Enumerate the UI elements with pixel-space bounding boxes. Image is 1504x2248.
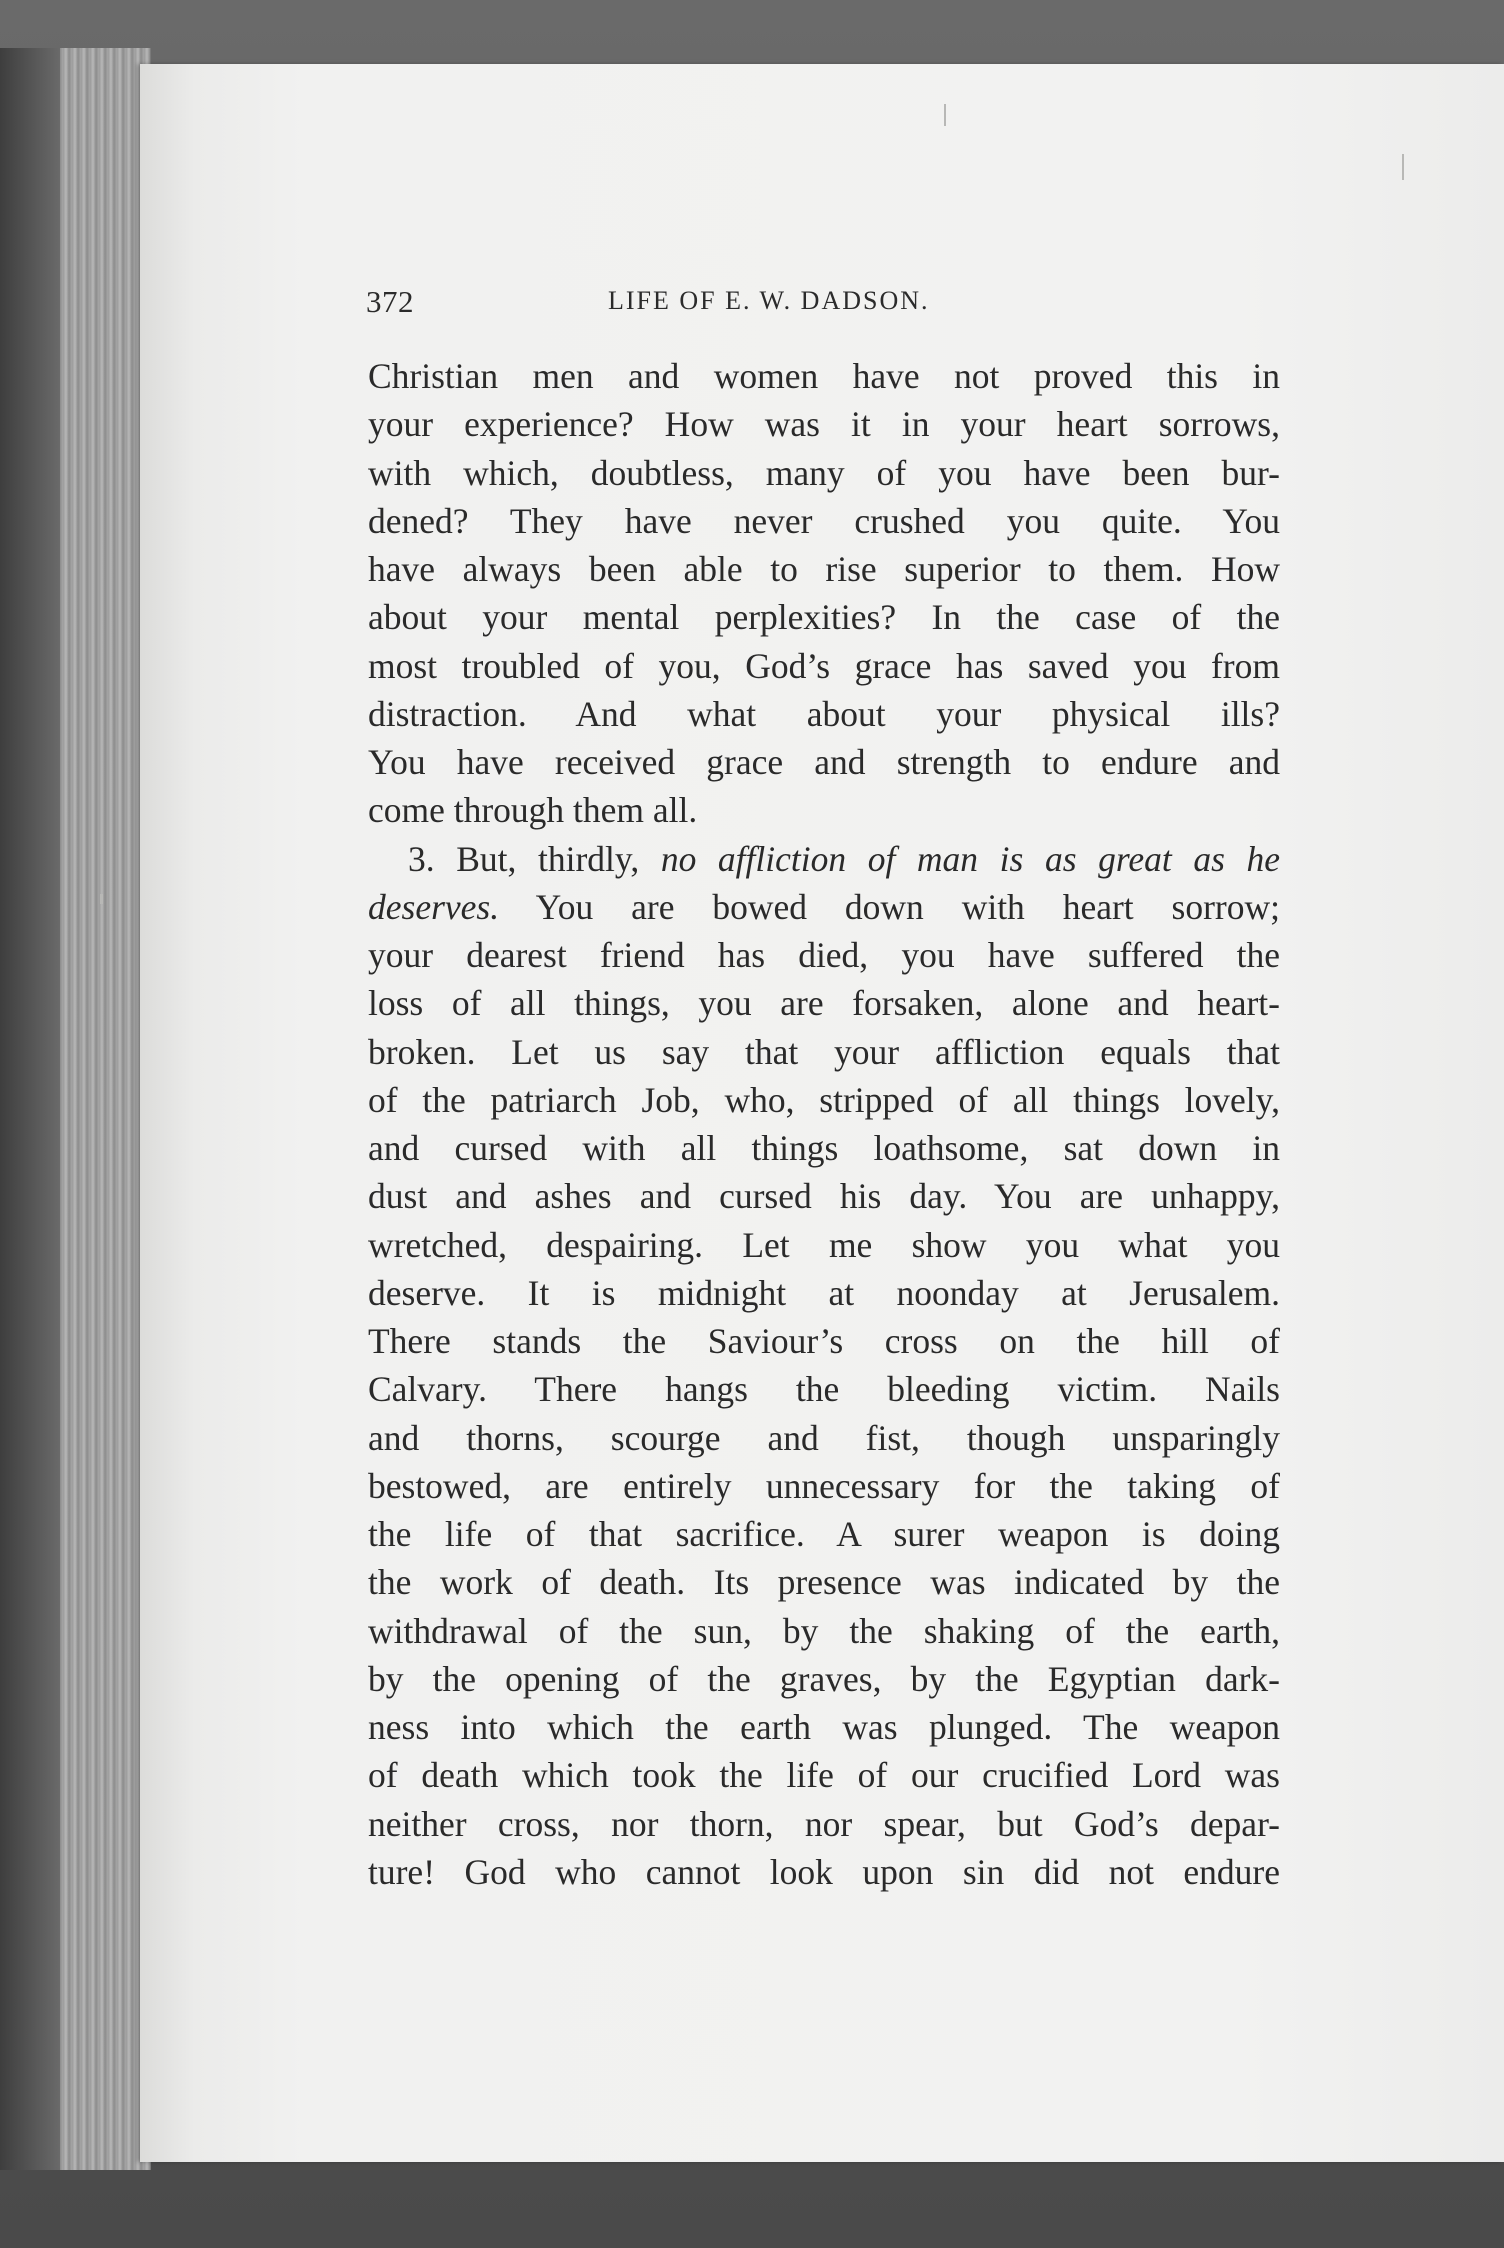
text-line: broken. Let us say that your affliction equals that: [368, 1031, 1280, 1072]
text-line: come through them all.: [368, 790, 698, 831]
text-line: ture! God who cannot look upon sin did not endure: [368, 1851, 1280, 1892]
point-three-intro: 3. But, thirdly,: [408, 838, 661, 879]
body-text: [368, 352, 1280, 1896]
text-line: and cursed with all things loathsome, sat down in: [368, 1128, 1280, 1168]
text-line-point-three: [368, 835, 1280, 883]
text-line: have always been able to rise superior to them. How: [368, 549, 1280, 589]
page-number: 372: [366, 284, 414, 319]
text-line: your dearest friend has died, you have suffered the: [368, 935, 1280, 975]
line-continuation: You are bowed down with heart sorrow;: [499, 886, 1280, 927]
text-line: deserve. It is midnight at noonday at Jerusalem.: [368, 1272, 1280, 1313]
text-line: your experience? How was it in your heart sorrows,: [368, 404, 1280, 445]
text-line: loss of all things, you are forsaken, alone and heart-: [368, 983, 1280, 1024]
text-line: withdrawal of the sun, by the shaking of the earth,: [368, 1610, 1280, 1651]
page-speck: [100, 894, 103, 904]
text-line: and thorns, scourge and fist, though unsparingly: [368, 1417, 1280, 1458]
page-speck: [944, 104, 946, 126]
text-line: of the patriarch Job, who, stripped of all things lovely,: [368, 1079, 1280, 1120]
book-spine-shadow: [0, 48, 60, 2170]
text-line: the life of that sacrifice. A surer weapon is doing: [368, 1514, 1280, 1554]
text-line: There stands the Saviour’s cross on the hill of: [368, 1321, 1280, 1361]
page-header: [366, 284, 1286, 324]
text-line: about your mental perplexities? In the case of the: [368, 597, 1280, 638]
text-line: distraction. And what about your physical ills?: [368, 693, 1280, 734]
text-line: wretched, despairing. Let me show you what you: [368, 1224, 1280, 1265]
text-line: You have received grace and strength to endure and: [368, 742, 1280, 782]
page-speck: [1402, 154, 1404, 180]
text-line: dust and ashes and cursed his day. You are unhappy,: [368, 1176, 1280, 1217]
text-line: Calvary. There hangs the bleeding victim. Nails: [368, 1369, 1280, 1410]
text-line: [368, 883, 1280, 931]
text-line: neither cross, nor thorn, nor spear, but God’s depar-: [368, 1803, 1280, 1844]
text-line: most troubled of you, God’s grace has saved you from: [368, 645, 1280, 686]
text-line: Christian men and women have not proved this in: [368, 356, 1280, 396]
emphasized-thesis: no affliction of man is as great as he: [660, 838, 1280, 879]
running-head: LIFE OF E. W. DADSON.: [608, 286, 930, 315]
text-line: ness into which the earth was plunged. The weapon: [368, 1707, 1280, 1747]
text-line: by the opening of the graves, by the Egyptian dark-: [368, 1658, 1280, 1699]
text-line: of death which took the life of our crucified Lord was: [368, 1755, 1280, 1796]
emphasized-thesis-end: deserves.: [368, 886, 500, 927]
text-line: the work of death. Its presence was indicated by the: [368, 1562, 1280, 1603]
text-line: bestowed, are entirely unnecessary for the taking of: [368, 1465, 1280, 1506]
text-line: dened? They have never crushed you quite. You: [368, 500, 1280, 541]
text-line: with which, doubtless, many of you have been bur-: [368, 452, 1280, 493]
